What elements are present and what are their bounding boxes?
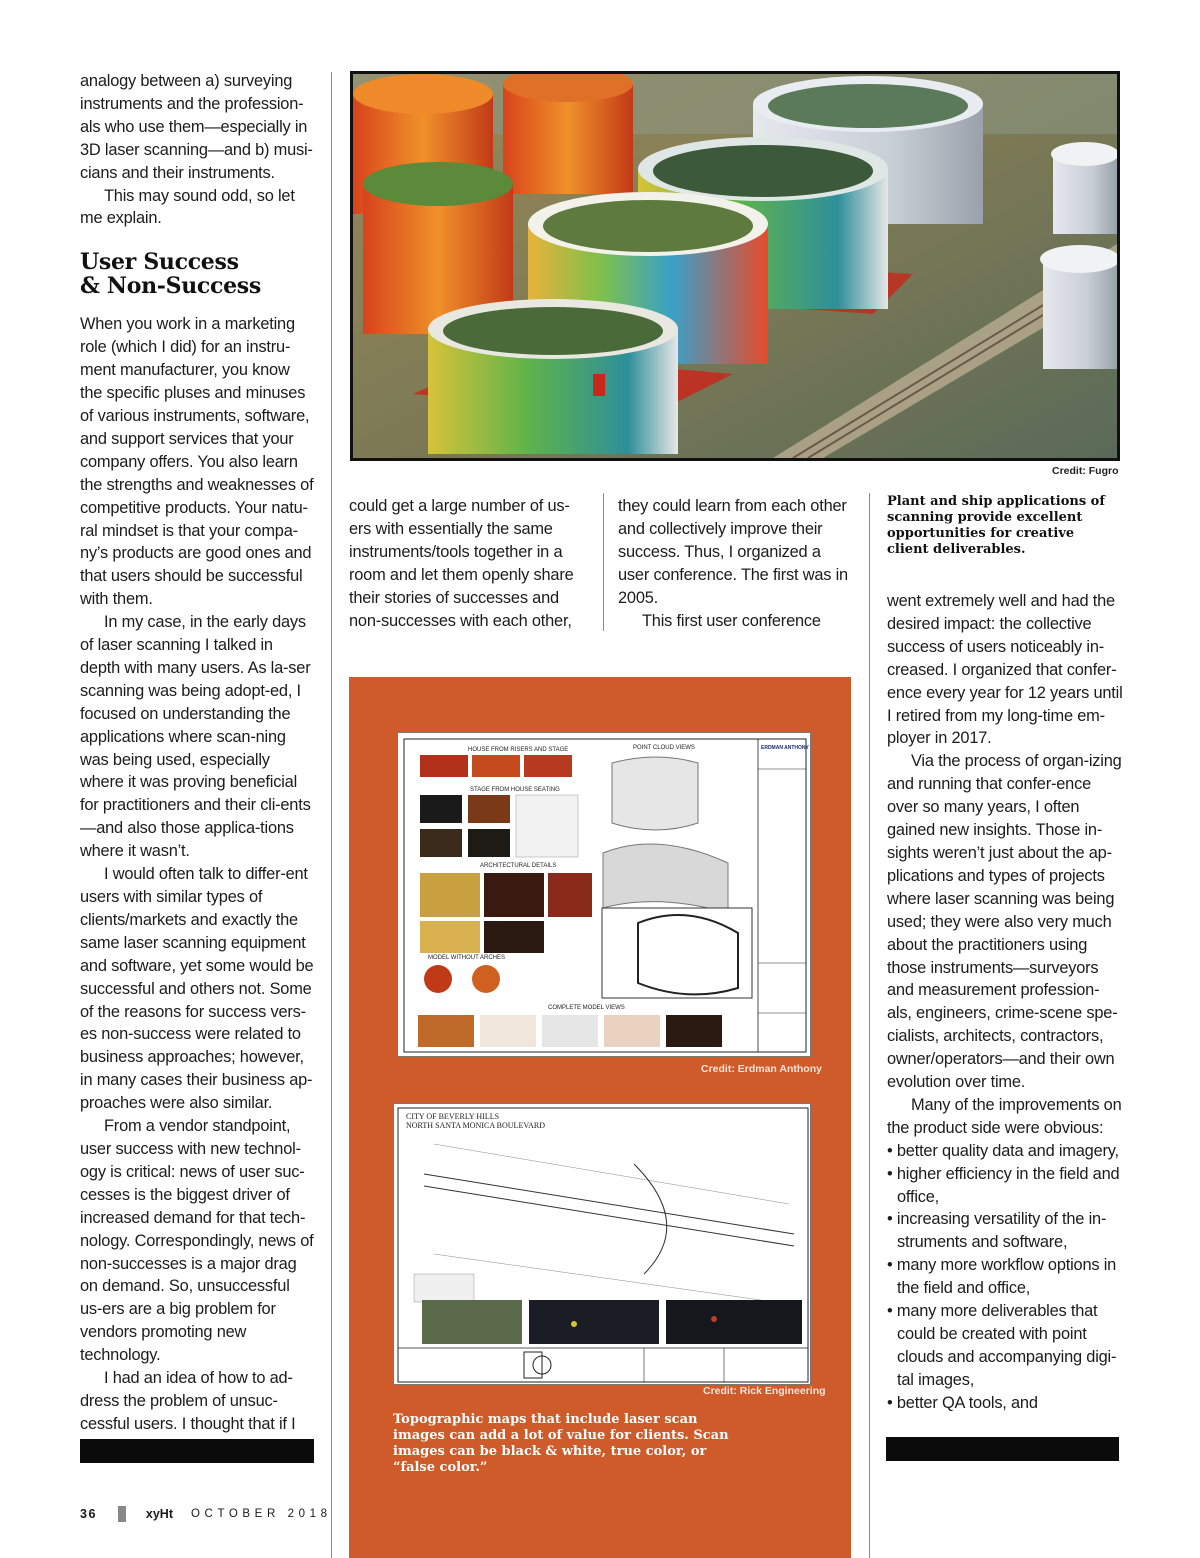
col4-paragraph-3: Many of the improvements on the product side were obvious: xyxy=(887,1095,1122,1137)
title-arch: ARCHITECTURAL DETAILS xyxy=(480,863,557,869)
list-item: • many more deliverables that could be created with point clouds and accompanying digi-tal images, xyxy=(887,1302,1117,1389)
topographic-map-drawing xyxy=(393,1103,811,1385)
heading-line-1: User Success xyxy=(80,249,239,276)
column-rule-1 xyxy=(331,72,332,1558)
column-end-bar-left xyxy=(80,1439,314,1463)
column-rule-2 xyxy=(603,493,604,631)
tank-farm-photo xyxy=(350,71,1120,461)
title-point: POINT CLOUD VIEWS xyxy=(633,745,695,751)
point-cloud-tanks-illustration xyxy=(353,74,1117,458)
list-item: • many more workflow options in the field and office, xyxy=(887,1256,1117,1298)
column-4 xyxy=(887,590,1123,1415)
drawing-credit-2: Credit: Rick Engineering xyxy=(703,1385,826,1397)
paragraph-2: In my case, in the early days of laser scanning I talked in depth with many users. As la-ser scanning was being adopt-ed, I focused on understanding the applications where scan-ning was being used, especially where it was proving beneficial for practitioners and their cli-ents—and also those applica-tions where it wasn’t. xyxy=(80,613,311,861)
column-3 xyxy=(618,495,854,632)
title-stage: STAGE FROM HOUSE SEATING xyxy=(470,787,560,793)
column-1 xyxy=(80,70,316,1436)
title-complete: COMPLETE MODEL VIEWS xyxy=(548,1005,625,1011)
sidebar-panel xyxy=(349,677,851,1558)
col3-paragraph-1: they could learn from each other and collectively improve their success. Thus, I organized a user conference. The first was in 2005. xyxy=(618,497,848,607)
list-item: • higher efficiency in the field and office, xyxy=(887,1164,1120,1206)
list-item: • increasing versatility of the in-struments and software, xyxy=(887,1210,1107,1252)
title-model: MODEL WITHOUT ARCHES xyxy=(428,955,506,961)
firm-logo: ERDMAN ANTHONY xyxy=(761,745,809,751)
list-item: • better quality data and imagery, xyxy=(887,1141,1119,1160)
heading-line-2: & Non-Success xyxy=(80,273,261,300)
theater-drawing-sheet xyxy=(398,733,811,1057)
col2-paragraph-1: could get a large number of us-ers with essentially the same instruments/tools together in a room and let them openly share their stories of successes and non-successes with each other, xyxy=(349,497,574,630)
improvements-list xyxy=(887,1140,1123,1415)
page-number: 36 xyxy=(80,1507,97,1521)
title-house: HOUSE FROM RISERS AND STAGE xyxy=(468,747,569,753)
topographic-map-sheet xyxy=(394,1104,811,1385)
theater-drawing xyxy=(397,732,811,1057)
col3-paragraph-2: This first user conference xyxy=(642,611,821,630)
paragraph-4: From a vendor standpoint, user success with new technol-ogy is critical: news of user suc-cesses is the biggest driver of increased demand for that tech-nology. Correspondingly, news of non-successes is a major drag on demand. So, unsuccessful us-ers are a big problem for vendors promoting new technology. xyxy=(80,1117,314,1365)
map-title-1: CITY OF BEVERLY HILLS xyxy=(406,1112,500,1121)
col4-paragraph-1: went extremely well and had the desired impact: the collective success of users noticeably in-creased. I organized that confer-ence every year for 12 years until I retired from my long-time em-ployer in 2017. xyxy=(887,592,1123,748)
magazine-name: xyHt xyxy=(145,1507,173,1521)
intro-paragraph-2: This may sound odd, so let me explain. xyxy=(80,186,295,228)
panel-caption: Topographic maps that include laser scan images can add a lot of value for clients. Scan images can be black & white, true color, or “false color.” xyxy=(393,1412,729,1475)
column-end-bar-right xyxy=(886,1437,1119,1461)
issue-date: OCTOBER 2018 xyxy=(191,1508,332,1520)
list-item: • better QA tools, and xyxy=(887,1393,1038,1412)
intro-paragraph-1: analogy between a) surveying instruments and the profession-als who use them—especially in 3D laser scanning—and b) musi-cians and their instruments. xyxy=(80,72,313,182)
page-folio xyxy=(80,1504,332,1524)
paragraph-3: I would often talk to differ-ent users with similar types of clients/markets and exactly the same laser scanning equipment and software, yet some would be successful and others not. Some of the reasons for success vers-es non-success were related to business approaches; however, in many cases their business ap-proaches were also similar. xyxy=(80,865,314,1113)
column-rule-3 xyxy=(869,493,870,1558)
folio-divider xyxy=(118,1506,126,1522)
map-title-2: NORTH SANTA MONICA BOULEVARD xyxy=(406,1121,545,1130)
paragraph-1: When you work in a marketing role (which I did) for an instru-ment manufacturer, you know the specific pluses and minuses of various instruments, software, and support services that your company offers. You also learn the strengths and weaknesses of competitive products. Your natu-ral mindset is that your compa-ny’s products are good ones and that users should be successful with them. xyxy=(80,315,314,609)
photo-caption: Plant and ship applications of scanning provide excellent opportunities for creative client deliverables. xyxy=(887,494,1105,557)
col4-paragraph-2: Via the process of organ-izing and running that confer-ence over so many years, I often gained new insights. Those in-sights weren’t just about the ap-plications and types of projects where laser scanning was being used; they were also very much about the practitioners using those instruments—surveyors and measurement profession-als, engineers, crime-scene spe-cialists, architects, contractors, owner/operators—and their own evolution over time. xyxy=(887,752,1122,1092)
section-heading xyxy=(80,250,316,298)
tank-red-2 xyxy=(503,74,633,194)
photo-credit: Credit: Fugro xyxy=(1052,465,1119,477)
paragraph-5: I had an idea of how to ad-dress the problem of unsuc-cessful users. I thought that if I xyxy=(80,1369,296,1433)
drawing-credit-1: Credit: Erdman Anthony xyxy=(701,1063,822,1075)
column-2 xyxy=(349,495,585,632)
